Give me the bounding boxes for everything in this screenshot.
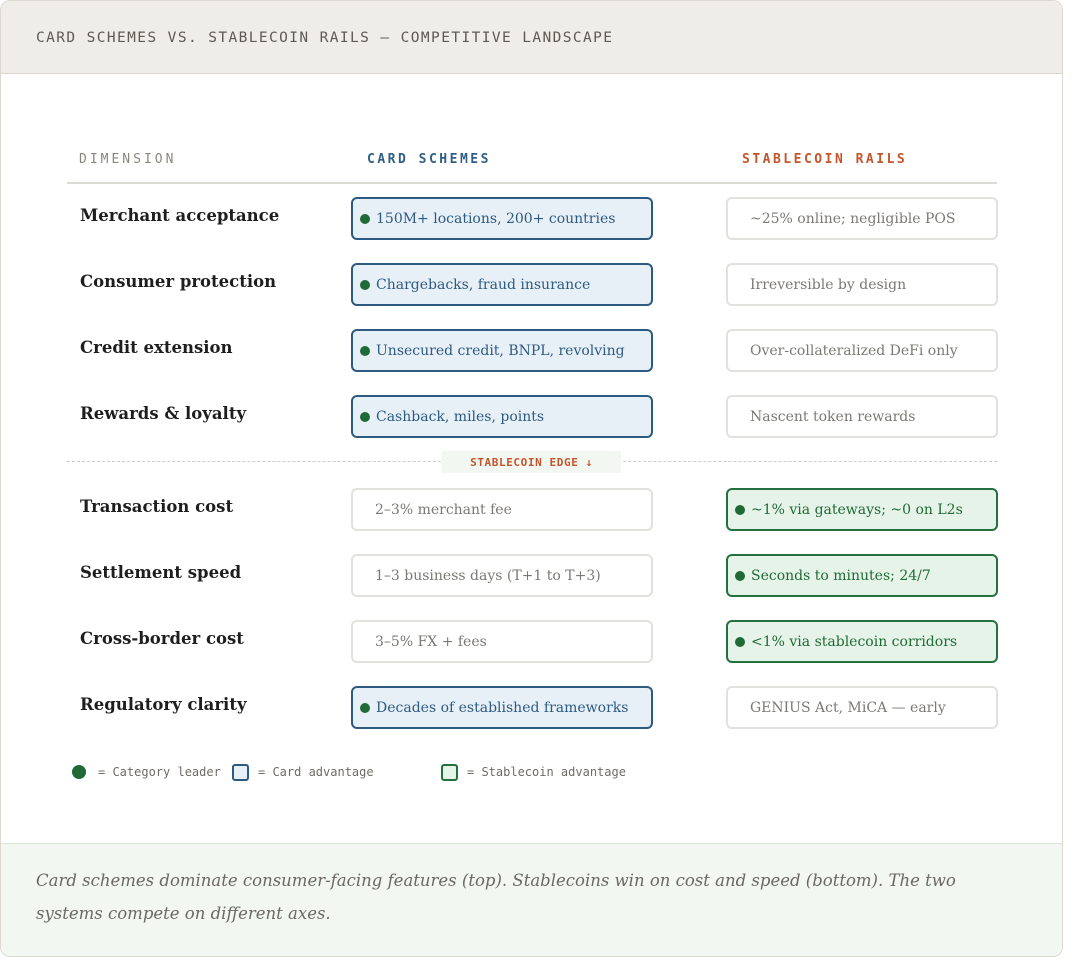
card-cell-regulatory-clarity [351, 686, 653, 729]
card-cell-settlement-speed [351, 554, 653, 597]
category-leader-dot [360, 703, 370, 713]
cell-text: Irreversible by design [750, 276, 907, 293]
stable-cell-regulatory-clarity [726, 686, 998, 729]
row-label-consumer-protection: Consumer protection [80, 272, 277, 291]
category-leader-dot [360, 412, 370, 422]
cell-text: ~1% via gateways; ~0 on L2s [751, 501, 963, 518]
stable-cell-cross-border-cost [726, 620, 998, 663]
header-rule [67, 182, 997, 184]
cell-text: ~25% online; negligible POS [750, 210, 956, 227]
cell-text: 2–3% merchant fee [375, 501, 512, 518]
caption-text: Card schemes dominate consumer-facing features (top). Stablecoins win on cost and speed (bottom). The two systems compete on different axes. [36, 871, 956, 923]
caption-footer [1, 843, 1062, 957]
cell-text: Cashback, miles, points [376, 408, 545, 425]
category-leader-dot [360, 214, 370, 224]
stable-cell-credit-extension [726, 329, 998, 372]
legend-category-leader [72, 763, 221, 781]
card-cell-credit-extension [351, 329, 653, 372]
card-advantage-swatch-icon [232, 764, 249, 781]
cell-text: Unsecured credit, BNPL, revolving [376, 342, 625, 359]
card-cell-transaction-cost [351, 488, 653, 531]
stable-cell-merchant-acceptance [726, 197, 998, 240]
card-cell-consumer-protection [351, 263, 653, 306]
stable-cell-rewards-loyalty [726, 395, 998, 438]
column-header-card-schemes: CARD SCHEMES [367, 152, 491, 167]
cell-text: Nascent token rewards [750, 408, 916, 425]
card-cell-merchant-acceptance [351, 197, 653, 240]
stablecoin-edge-label: STABLECOIN EDGE ↓ [442, 451, 621, 473]
legend-label: = Stablecoin advantage [467, 765, 626, 779]
row-label-cross-border-cost: Cross-border cost [80, 629, 244, 648]
cell-text: Decades of established frameworks [376, 699, 629, 716]
category-leader-dot-icon [72, 765, 86, 779]
cell-text: 3–5% FX + fees [375, 633, 487, 650]
column-header-stablecoin-rails: STABLECOIN RAILS [742, 152, 908, 167]
category-leader-dot [735, 637, 745, 647]
stablecoin-advantage-swatch-icon [441, 764, 458, 781]
card-title: CARD SCHEMES VS. STABLECOIN RAILS — COMPETITIVE LANDSCAPE [36, 30, 614, 46]
row-label-credit-extension: Credit extension [80, 338, 233, 357]
row-label-regulatory-clarity: Regulatory clarity [80, 695, 247, 714]
cell-text: GENIUS Act, MiCA — early [750, 699, 946, 716]
card-cell-cross-border-cost [351, 620, 653, 663]
category-leader-dot [735, 505, 745, 515]
stable-cell-settlement-speed [726, 554, 998, 597]
row-label-transaction-cost: Transaction cost [80, 497, 234, 516]
cell-text: Seconds to minutes; 24/7 [751, 567, 931, 584]
cell-text: 1–3 business days (T+1 to T+3) [375, 567, 601, 584]
row-label-merchant-acceptance: Merchant acceptance [80, 206, 280, 225]
row-label-settlement-speed: Settlement speed [80, 563, 242, 582]
cell-text: Over-collateralized DeFi only [750, 342, 958, 359]
legend-label: = Card advantage [258, 765, 374, 779]
row-label-rewards-loyalty: Rewards & loyalty [80, 404, 247, 423]
category-leader-dot [360, 280, 370, 290]
legend-stablecoin-advantage [441, 763, 626, 781]
legend-card-advantage [232, 763, 374, 781]
stable-cell-consumer-protection [726, 263, 998, 306]
column-header-dimension: DIMENSION [79, 152, 177, 167]
legend-label: = Category leader [98, 765, 221, 779]
category-leader-dot [735, 571, 745, 581]
card-cell-rewards-loyalty [351, 395, 653, 438]
cell-text: 150M+ locations, 200+ countries [376, 210, 616, 227]
stable-cell-transaction-cost [726, 488, 998, 531]
cell-text: Chargebacks, fraud insurance [376, 276, 591, 293]
card-header [1, 1, 1062, 74]
category-leader-dot [360, 346, 370, 356]
cell-text: <1% via stablecoin corridors [751, 633, 958, 650]
